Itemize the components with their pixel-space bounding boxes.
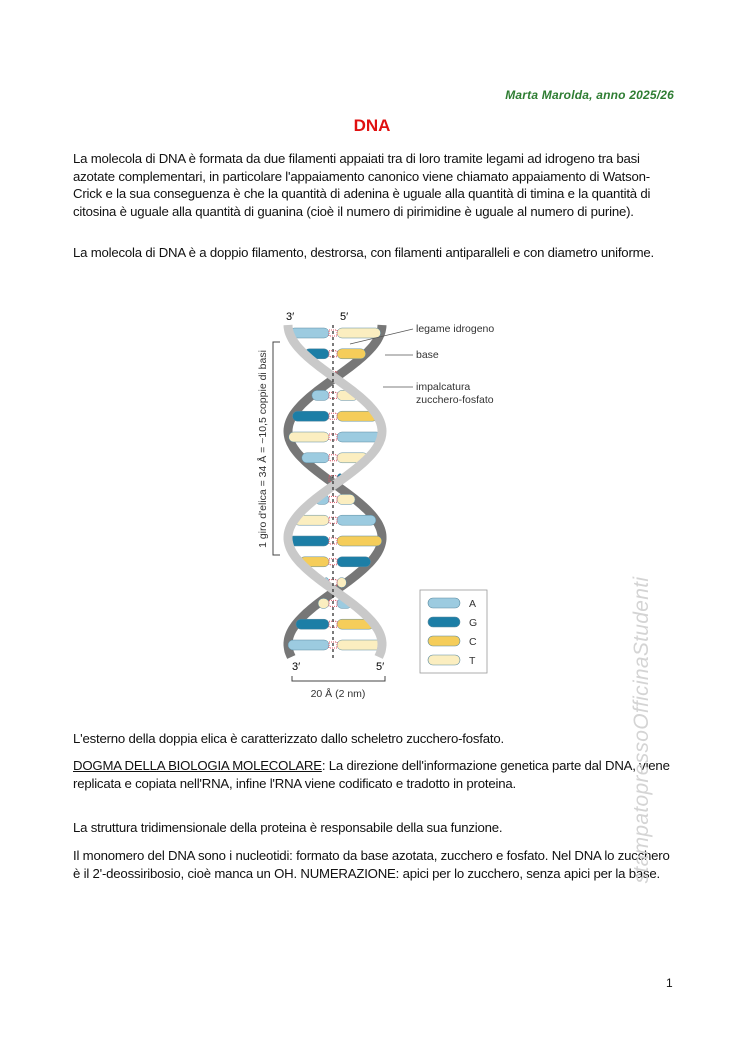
legend-swatch-A (428, 598, 460, 608)
label-hydrogen-bond: legame idrogeno (416, 323, 495, 335)
base-T (337, 640, 382, 650)
dna-helix-figure (240, 300, 520, 700)
base-G (293, 411, 329, 421)
diameter-label: 20 Å (2 nm) (310, 688, 366, 700)
legend-label-A: A (469, 598, 477, 610)
base-G (296, 619, 329, 629)
legend-swatch-T (428, 655, 460, 665)
base-A (312, 390, 329, 400)
base-T (337, 328, 381, 338)
paragraph-nucleotides: Il monomero del DNA sono i nucleotidi: formato da base azotata, zucchero e fosfato. Nel DNA lo zucchero è il 2'-deossiribosio, cioè manca un OH. NUMERAZIONE: apici per lo zucchero, senza apici per la base. (73, 848, 670, 881)
base-T (289, 432, 329, 442)
sugar-phosphate-backbone (288, 325, 382, 657)
paragraph-dna-structure: La molecola di DNA è formata da due filamenti appaiati tra di loro tramite legami ad idrogeno tra basi azotate complementari, in particolare l'appaiamento canonico viene chiamato appaiamento di Watson-Crick e la sua conseguenza è che la quantità di adenina è uguale alla quantità di timina e la quantità di citosina è uguale alla quantità di guanina (cioè il numero di pirimidine è uguale al numero di purine). (73, 151, 651, 219)
bottom-right-end-label: 5′ (376, 661, 385, 673)
page-title: DNA (353, 116, 391, 135)
bottom-left-end-label: 3′ (292, 661, 301, 673)
paragraph-double-strand: La molecola di DNA è a doppio filamento, destrorsa, con filamenti antiparalleli e con diametro uniforme. (73, 245, 655, 260)
top-left-end-label: 3′ (286, 311, 295, 323)
base-A (337, 432, 381, 442)
paragraph-backbone: L'esterno della doppia elica è caratterizzato dallo scheletro zucchero-fosfato. (73, 731, 504, 746)
legend-label-T: T (469, 655, 476, 667)
base-T (337, 578, 346, 588)
base-C (337, 536, 382, 546)
base-A (288, 640, 329, 650)
label-backbone-1: impalcatura (416, 381, 471, 393)
legend-label-G: G (469, 617, 478, 629)
paragraph-central-dogma (73, 757, 673, 792)
central-dogma-text: : La direzione dell'informazione genetica parte dal DNA, viene replicata e copiata nell'RNA, infine l'RNA viene codificato e tradotto in proteina. (73, 758, 670, 791)
base-G (337, 557, 371, 567)
base-T (318, 598, 329, 608)
base-A (302, 453, 329, 463)
base-T (337, 494, 355, 504)
label-backbone-2: zucchero-fosfato (416, 394, 494, 406)
central-dogma-heading: DOGMA DELLA BIOLOGIA MOLECOLARE (73, 758, 322, 773)
base-G (288, 536, 329, 546)
paragraph-protein-structure: La struttura tridimensionale della proteina è responsabile della sua funzione. (73, 820, 503, 835)
label-base: base (416, 349, 439, 361)
helix-turn-label: 1 giro d'elica = 34 Å = ~10,5 coppie di basi (257, 350, 269, 548)
double-helix-drawing (288, 325, 382, 657)
watermark: stampatopressoOfficinaStudenti (630, 576, 653, 884)
base-C (337, 349, 366, 359)
legend-swatch-G (428, 617, 460, 627)
page-number: 1 (666, 976, 673, 990)
base-A (337, 515, 376, 525)
author-line: Marta Marolda, anno 2025/26 (505, 88, 674, 102)
legend-label-C: C (469, 636, 477, 648)
top-right-end-label: 5′ (340, 311, 349, 323)
legend-swatch-C (428, 636, 460, 646)
